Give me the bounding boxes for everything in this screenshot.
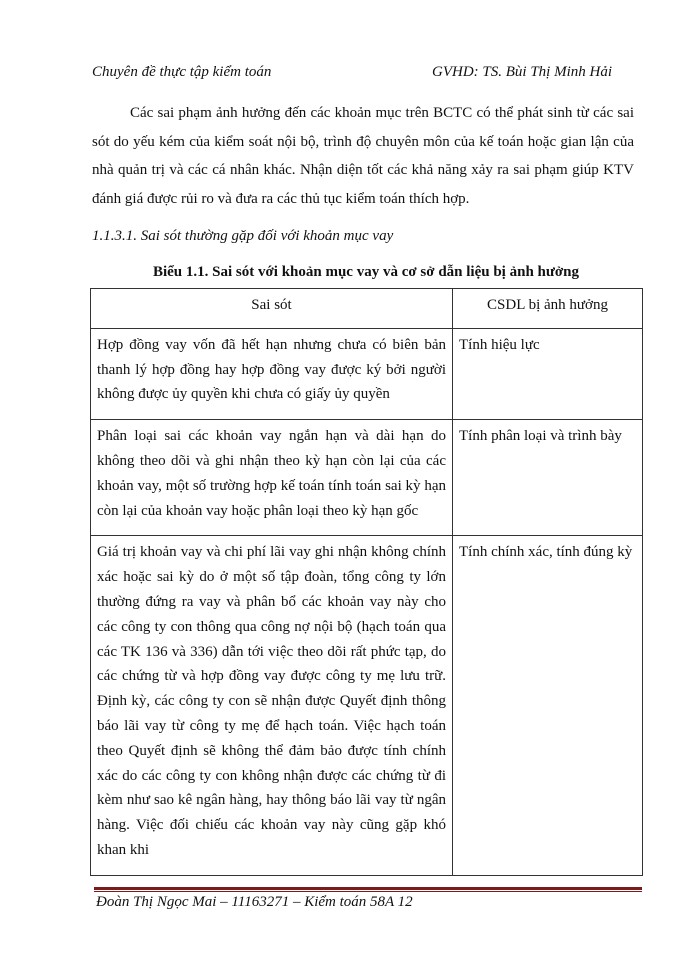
table-row: [91, 420, 643, 536]
errors-table: [90, 288, 643, 876]
footer-rule-thick: [94, 887, 642, 890]
table-cell-assertion: Tính chính xác, tính đúng kỳ: [453, 536, 643, 875]
footer-rule-thin: [94, 891, 642, 892]
section-heading: 1.1.3.1. Sai sót thường gặp đối với khoản mục vay: [92, 228, 394, 244]
table-cell-assertion: Tính phân loại và trình bày: [453, 420, 643, 536]
table-caption: Biểu 1.1. Sai sót với khoản mục vay và cơ sở dẫn liệu bị ảnh hưởng: [152, 264, 580, 280]
header-right-advisor: GVHD: TS. Bùi Thị Minh Hải: [432, 64, 612, 80]
table-cell-error: Hợp đồng vay vốn đã hết hạn nhưng chưa có biên bản thanh lý hợp đồng hay hợp đồng vay được ký bởi người không được ủy quyền khi chưa có giấy ủy quyền: [91, 328, 453, 419]
table-cell-error: Giá trị khoản vay và chi phí lãi vay ghi nhận không chính xác hoặc sai kỳ do ở một số tập đoàn, tổng công ty lớn thường đứng ra vay và phân bổ các khoản vay này cho các công ty con thông qua công nợ nội bộ (hạch toán qua các TK 136 và 336) dẫn tới việc theo dõi rất phức tạp, do các chứng từ và hợp đồng vay được công ty mẹ lưu trữ. Định kỳ, các công ty con sẽ nhận được Quyết định thông báo lãi vay từ công ty mẹ để hạch toán. Việc hạch toán theo Quyết định sẽ không thể đảm bảo được tính chính xác do các công ty con không nhận được các chứng từ đi kèm như sao kê ngân hàng, hay thông báo lãi vay từ ngân hàng. Việc đối chiếu các khoản vay này cũng gặp khó khan khi: [91, 536, 453, 875]
table-header-row: [91, 289, 643, 329]
intro-paragraph: Các sai phạm ảnh hưởng đến các khoản mục trên BCTC có thể phát sinh từ các sai sót do yếu kém của kiểm soát nội bộ, trình độ chuyên môn của kế toán hoặc gian lận của nhà quản trị và các cá nhân khác. Nhận diện tốt các khả năng xảy ra sai phạm giúp KTV đánh giá được rủi ro và đưa ra các thủ tục kiểm toán thích hợp.: [92, 105, 634, 207]
table-row: [91, 328, 643, 419]
table-header-assertion: CSDL bị ảnh hưởng: [453, 289, 643, 329]
table-cell-assertion: Tính hiệu lực: [453, 328, 643, 419]
table-header-error: Sai sót: [91, 289, 453, 329]
table-cell-error: Phân loại sai các khoản vay ngắn hạn và dài hạn do không theo dõi và ghi nhận theo kỳ hạn còn lại của các khoản vay, một số trường hợp kế toán tính toán sai kỳ hạn còn lại của khoản vay hoặc phân loại theo kỳ hạn gốc: [91, 420, 453, 536]
footer-author: Đoàn Thị Ngọc Mai – 11163271 – Kiểm toán 58A 12: [96, 894, 413, 910]
table-row: [91, 536, 643, 875]
header-left-title: Chuyên đề thực tập kiểm toán: [92, 64, 272, 80]
